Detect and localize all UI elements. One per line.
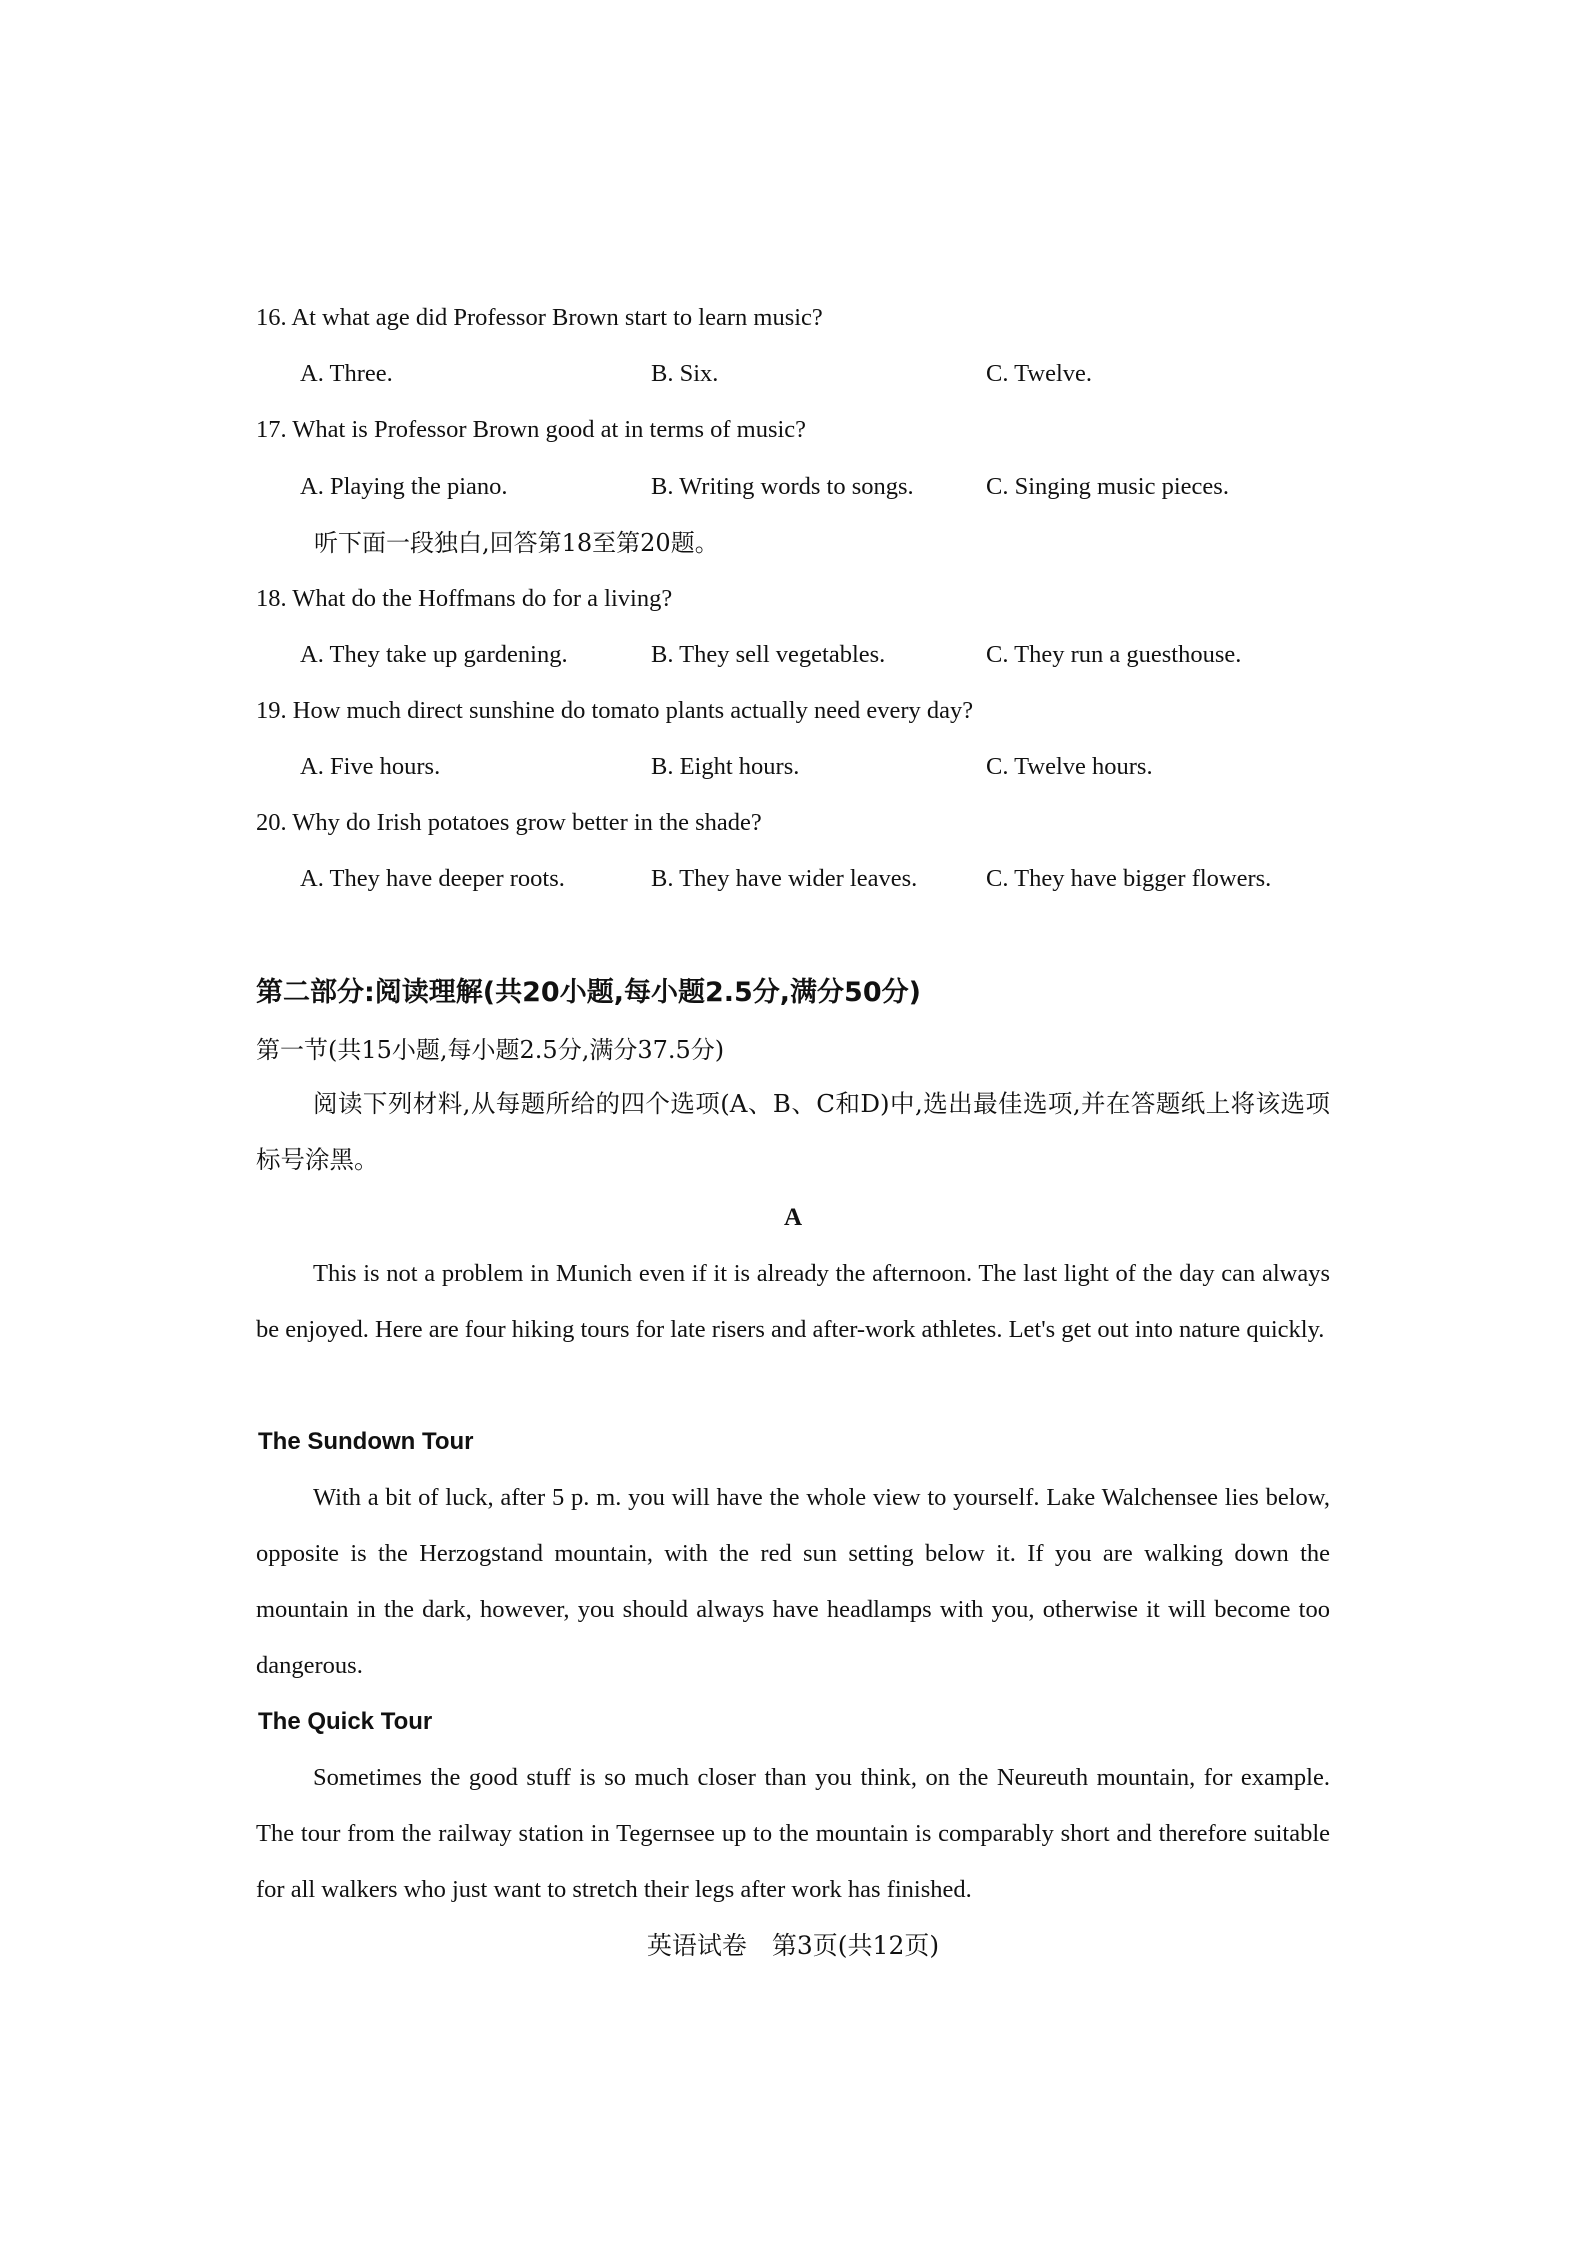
q19-option-c: C. Twelve hours. bbox=[986, 753, 1153, 780]
question-18: 18. What do the Hoffmans do for a living? bbox=[256, 585, 673, 612]
q20-option-b: B. They have wider leaves. bbox=[651, 865, 918, 892]
monologue-instruction: 听下面一段独白,回答第18至第20题。 bbox=[314, 529, 719, 557]
q19-option-a: A. Five hours. bbox=[300, 753, 441, 780]
part-two-title: 第二部分:阅读理解(共20小题,每小题2.5分,满分50分) bbox=[256, 977, 921, 1008]
section-one-title: 第一节(共15小题,每小题2.5分,满分37.5分) bbox=[256, 1036, 725, 1064]
passage-label: A bbox=[783, 1204, 803, 1231]
q19-option-b: B. Eight hours. bbox=[651, 753, 800, 780]
q16-option-b: B. Six. bbox=[651, 360, 719, 387]
q17-option-c: C. Singing music pieces. bbox=[986, 473, 1229, 500]
q18-option-b: B. They sell vegetables. bbox=[651, 641, 886, 668]
page-footer: 英语试卷 第3页(共12页) bbox=[646, 1931, 940, 1960]
q16-option-a: A. Three. bbox=[300, 360, 393, 387]
q20-option-a: A. They have deeper roots. bbox=[300, 865, 565, 892]
q18-option-a: A. They take up gardening. bbox=[300, 641, 568, 668]
reading-instruction: 阅读下列材料,从每题所给的四个选项(A、B、C和D)中,选出最佳选项,并在答题纸上将该选项标号涂黑。 bbox=[256, 1089, 1331, 1174]
tour-heading-quick: The Quick Tour bbox=[258, 1708, 433, 1735]
question-17: 17. What is Professor Brown good at in terms of music? bbox=[256, 416, 807, 443]
passage-intro: This is not a problem in Munich even if it is already the afternoon. The last light of the day can always be enjoyed. Here are four hiking tours for late risers and after-work athletes. Let's get out into nature quickly. bbox=[256, 1260, 1330, 1343]
q20-option-c: C. They have bigger flowers. bbox=[986, 865, 1272, 892]
q16-option-c: C. Twelve. bbox=[986, 360, 1093, 387]
q18-option-c: C. They run a guesthouse. bbox=[986, 641, 1242, 668]
question-20: 20. Why do Irish potatoes grow better in the shade? bbox=[256, 809, 762, 836]
tour-text-sundown: With a bit of luck, after 5 p. m. you will have the whole view to yourself. Lake Walchensee lies below, opposite is the Herzogstand mountain, with the red sun setting below it. If you are walking down the mountain in the dark, however, you should always have headlamps with you, otherwise it will become too dangerous. bbox=[256, 1484, 1330, 1679]
q17-option-b: B. Writing words to songs. bbox=[651, 473, 914, 500]
tour-text-quick: Sometimes the good stuff is so much closer than you think, on the Neureuth mountain, for example. The tour from the railway station in Tegernsee up to the mountain is comparably short and therefore suitable for all walkers who just want to stretch their legs after work has finished. bbox=[256, 1764, 1330, 1903]
q17-option-a: A. Playing the piano. bbox=[300, 473, 508, 500]
question-16: 16. At what age did Professor Brown start to learn music? bbox=[256, 304, 823, 331]
question-19: 19. How much direct sunshine do tomato plants actually need every day? bbox=[256, 697, 974, 724]
tour-heading-sundown: The Sundown Tour bbox=[258, 1428, 474, 1455]
